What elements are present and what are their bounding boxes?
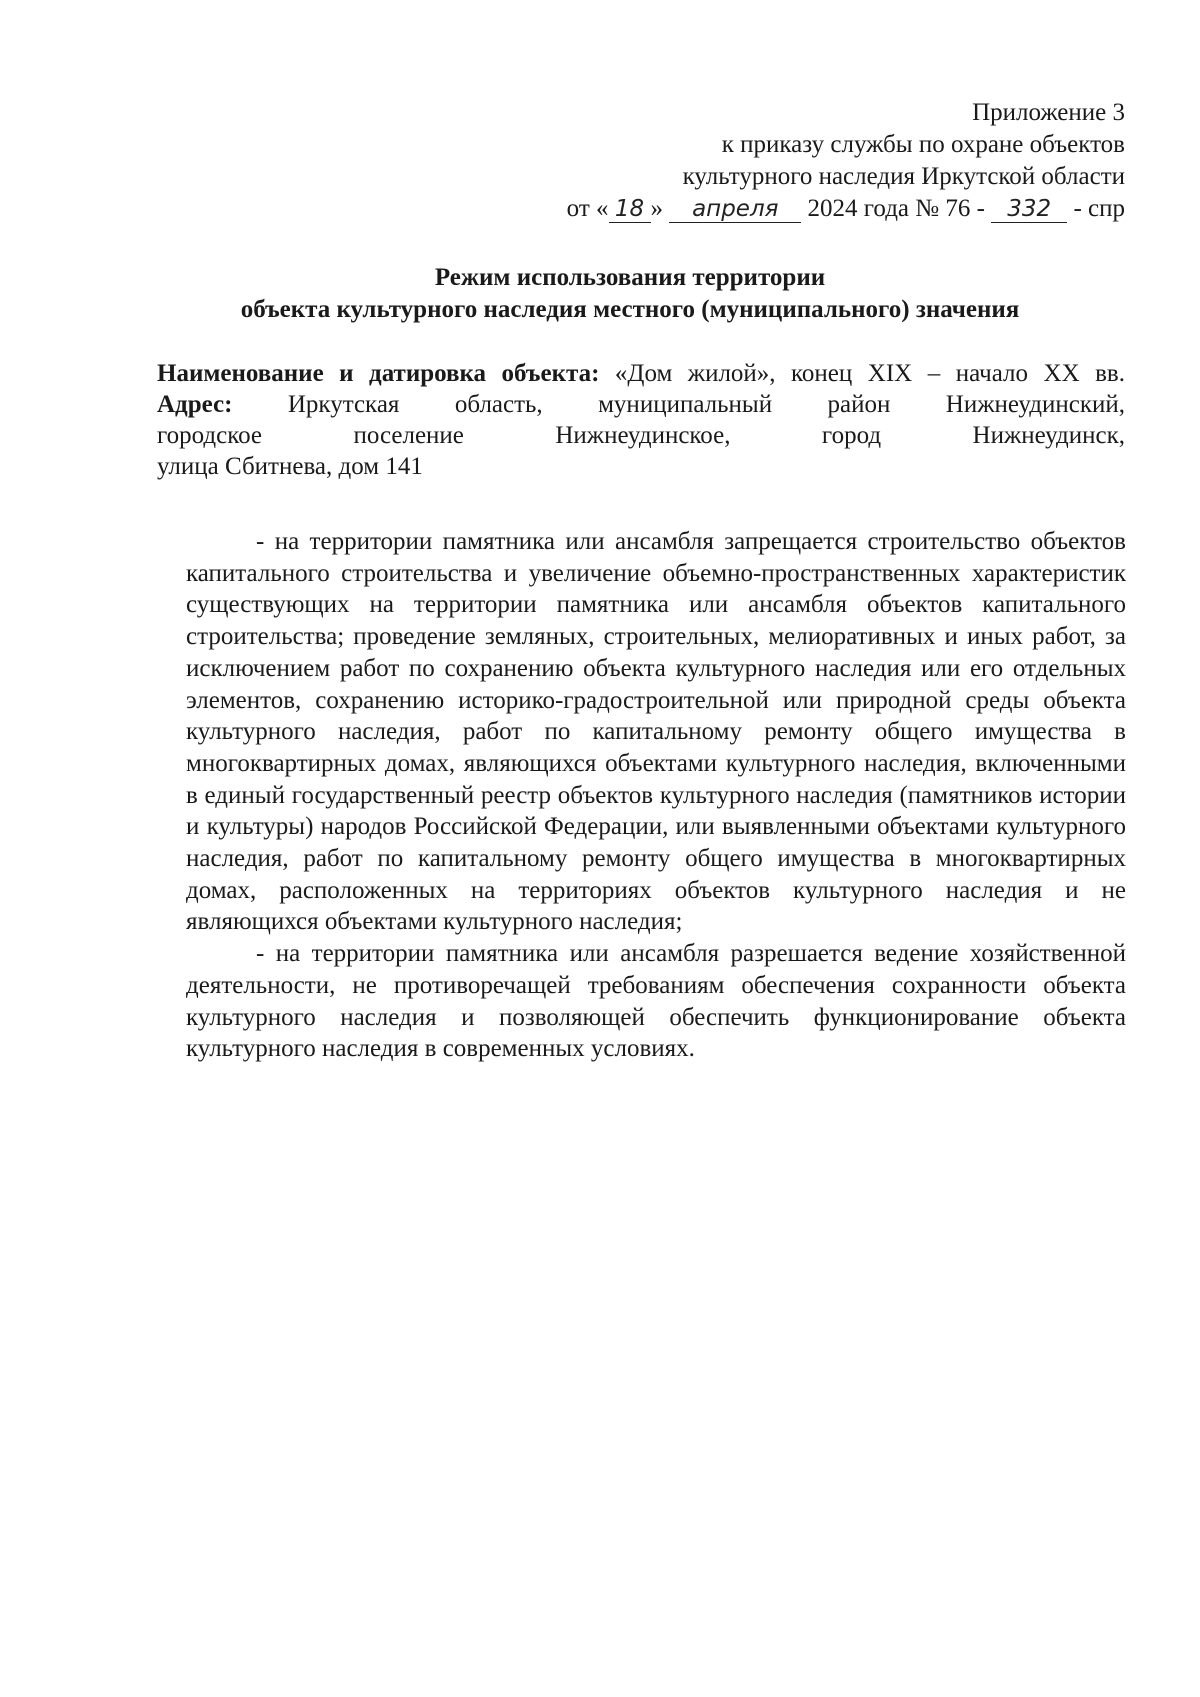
title-line-1: Режим использования территории (434, 264, 826, 291)
handwritten-month: апреля (669, 196, 801, 223)
appendix-number: Приложение 3 (972, 99, 1125, 126)
object-name-row (157, 358, 1125, 389)
usage-regime-text (186, 526, 1126, 1065)
prohibition-paragraph: - на территории памятника или ансамбля запрещается строительство объектов капитального строительства и увеличение объемно-пространственных характеристик существующих на территории памятника или ансамбля объектов капитального строительства; проведение земляных, строительных, мелиоративных и иных работ, за исключением работ по сохранению объекта культурного наследия или его отдельных элементов, сохранению историко-градостроительной или природной среды объекта культурного наследия, работ по капитальному ремонту общего имущества в многоквартирных домах, являющихся объектами культурного наследия, включенными в единый государственный реестр объектов культурного наследия (памятников истории и культуры) народов Российской Федерации, или выявленными объектами культурного наследия, работ по капитальному ремонту общего имущества в многоквартирных домах, расположенных на территориях объектов культурного наследия и не являющихся объектами культурного наследия; (186, 528, 1126, 936)
handwritten-day: 18 (609, 196, 651, 223)
object-name-label: Наименование и датировка объекта: (157, 360, 600, 387)
date-mid: » (650, 195, 664, 222)
permission-paragraph: - на территории памятника или ансамбля разрешается ведение хозяйственной деятельности, не противоречащей требованиям обеспечения сохранности объекта культурного наследия и позволяющей обеспечить функционирование объекта культурного наследия в современных условиях. (186, 940, 1126, 1063)
address-row-1 (157, 389, 1125, 420)
address-row-3: улица Сбитнева, дом 141 (157, 453, 423, 480)
order-reference: к приказу службы по охране объектов (721, 131, 1125, 158)
handwritten-order-number: 332 (991, 196, 1067, 223)
address-row-2: городское поселение Нижнеудинское, город Нижнеудинск, (157, 422, 1125, 449)
title-line-2: объекта культурного наследия местного (муниципального) значения (240, 296, 1020, 323)
object-info (157, 358, 1125, 482)
address-line-1: Иркутская область, муниципальный район Нижнеудинский, (287, 391, 1126, 418)
address-label: Адрес: (157, 391, 233, 418)
document-title (130, 262, 1130, 326)
year-text: 2024 года № 76 - (807, 195, 985, 222)
order-suffix: - спр (1073, 195, 1125, 222)
object-name-value: «Дом жилой», конец XIX – начало XX вв. (614, 360, 1125, 387)
appendix-header (567, 97, 1125, 225)
order-date-line (567, 193, 1125, 225)
date-prefix: от « (566, 195, 609, 222)
authority-name: культурного наследия Иркутской области (682, 163, 1125, 190)
